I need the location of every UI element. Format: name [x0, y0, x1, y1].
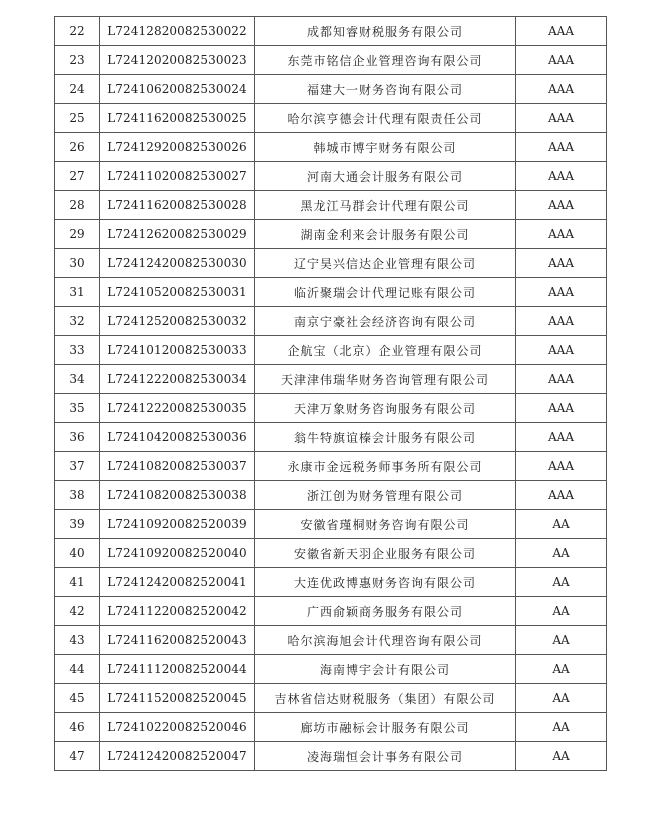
- registration-code: L72411120082520044: [100, 655, 255, 684]
- row-number: 24: [55, 75, 100, 104]
- table-row: [55, 423, 607, 452]
- registration-code: L72412520082530032: [100, 307, 255, 336]
- row-number: 35: [55, 394, 100, 423]
- row-number: 44: [55, 655, 100, 684]
- registration-code: L72411620082530025: [100, 104, 255, 133]
- registration-code: L72412420082520047: [100, 742, 255, 771]
- table-row: [55, 655, 607, 684]
- company-name: 吉林省信达财税服务（集团）有限公司: [255, 684, 516, 713]
- credit-grade: AAA: [516, 104, 607, 133]
- registration-code: L72412420082520041: [100, 568, 255, 597]
- table-row: [55, 191, 607, 220]
- credit-grade: AAA: [516, 336, 607, 365]
- registration-code: L72411220082520042: [100, 597, 255, 626]
- row-number: 27: [55, 162, 100, 191]
- company-name: 成都知睿财税服务有限公司: [255, 17, 516, 46]
- row-number: 37: [55, 452, 100, 481]
- company-name: 永康市金远税务师事务所有限公司: [255, 452, 516, 481]
- registration-code: L72412220082530034: [100, 365, 255, 394]
- company-name: 天津万象财务咨询服务有限公司: [255, 394, 516, 423]
- company-name: 哈尔滨亨德会计代理有限责任公司: [255, 104, 516, 133]
- registration-code: L72412920082530026: [100, 133, 255, 162]
- credit-grade: AA: [516, 597, 607, 626]
- credit-grade: AAA: [516, 75, 607, 104]
- row-number: 30: [55, 249, 100, 278]
- company-name: 韩城市博宇财务有限公司: [255, 133, 516, 162]
- table-row: [55, 46, 607, 75]
- registration-code: L72410620082530024: [100, 75, 255, 104]
- company-name: 廊坊市融标会计服务有限公司: [255, 713, 516, 742]
- row-number: 47: [55, 742, 100, 771]
- row-number: 45: [55, 684, 100, 713]
- company-name: 凌海瑞恒会计事务有限公司: [255, 742, 516, 771]
- registration-code: L72412420082530030: [100, 249, 255, 278]
- table-row: [55, 104, 607, 133]
- table-row: [55, 742, 607, 771]
- registration-code: L72410420082530036: [100, 423, 255, 452]
- registration-code: L72411520082520045: [100, 684, 255, 713]
- row-number: 29: [55, 220, 100, 249]
- registration-code: L72410520082530031: [100, 278, 255, 307]
- row-number: 25: [55, 104, 100, 133]
- company-name: 安徽省瑾桐财务咨询有限公司: [255, 510, 516, 539]
- credit-grade: AAA: [516, 191, 607, 220]
- row-number: 41: [55, 568, 100, 597]
- table-row: [55, 220, 607, 249]
- credit-grade: AAA: [516, 249, 607, 278]
- registration-code: L72410220082520046: [100, 713, 255, 742]
- table-row: [55, 684, 607, 713]
- company-name: 大连优政博惠财务咨询有限公司: [255, 568, 516, 597]
- credit-grade: AA: [516, 713, 607, 742]
- row-number: 32: [55, 307, 100, 336]
- row-number: 26: [55, 133, 100, 162]
- table-row: [55, 17, 607, 46]
- credit-grade: AAA: [516, 423, 607, 452]
- row-number: 23: [55, 46, 100, 75]
- table-row: [55, 452, 607, 481]
- table-row: [55, 510, 607, 539]
- company-name: 翁牛特旗谊榛会计服务有限公司: [255, 423, 516, 452]
- table-row: [55, 394, 607, 423]
- registration-code: L72412820082530022: [100, 17, 255, 46]
- credit-grade: AAA: [516, 365, 607, 394]
- row-number: 28: [55, 191, 100, 220]
- row-number: 46: [55, 713, 100, 742]
- row-number: 40: [55, 539, 100, 568]
- credit-grade: AA: [516, 742, 607, 771]
- table-row: [55, 626, 607, 655]
- row-number: 39: [55, 510, 100, 539]
- registration-code: L72410820082530037: [100, 452, 255, 481]
- row-number: 42: [55, 597, 100, 626]
- company-name: 海南博宇会计有限公司: [255, 655, 516, 684]
- table-row: [55, 597, 607, 626]
- company-name: 辽宁昊兴信达企业管理有限公司: [255, 249, 516, 278]
- company-name: 安徽省新天羽企业服务有限公司: [255, 539, 516, 568]
- company-name: 湖南金利来会计服务有限公司: [255, 220, 516, 249]
- row-number: 31: [55, 278, 100, 307]
- registration-code: L72412620082530029: [100, 220, 255, 249]
- table-row: [55, 307, 607, 336]
- credit-grade: AA: [516, 626, 607, 655]
- row-number: 22: [55, 17, 100, 46]
- company-name: 企航宝（北京）企业管理有限公司: [255, 336, 516, 365]
- table-row: [55, 713, 607, 742]
- company-name: 福建大一财务咨询有限公司: [255, 75, 516, 104]
- credit-grade: AAA: [516, 162, 607, 191]
- company-name: 天津津伟瑞华财务咨询管理有限公司: [255, 365, 516, 394]
- table-row: [55, 162, 607, 191]
- credit-grade: AA: [516, 539, 607, 568]
- company-name: 黑龙江马群会计代理有限公司: [255, 191, 516, 220]
- registration-code: L72412020082530023: [100, 46, 255, 75]
- registration-code: L72410920082520040: [100, 539, 255, 568]
- row-number: 38: [55, 481, 100, 510]
- registration-code: L72411620082520043: [100, 626, 255, 655]
- registration-code: L72410820082530038: [100, 481, 255, 510]
- credit-grade: AA: [516, 655, 607, 684]
- row-number: 43: [55, 626, 100, 655]
- credit-grade: AAA: [516, 307, 607, 336]
- company-name: 浙江创为财务管理有限公司: [255, 481, 516, 510]
- company-name: 东莞市铭信企业管理咨询有限公司: [255, 46, 516, 75]
- table-row: [55, 133, 607, 162]
- credit-grade: AAA: [516, 481, 607, 510]
- table-row: [55, 539, 607, 568]
- company-name: 哈尔滨海旭会计代理咨询有限公司: [255, 626, 516, 655]
- row-number: 33: [55, 336, 100, 365]
- table-row: [55, 336, 607, 365]
- credit-grade: AA: [516, 510, 607, 539]
- table-row: [55, 481, 607, 510]
- table-row: [55, 568, 607, 597]
- registration-code: L72412220082530035: [100, 394, 255, 423]
- row-number: 34: [55, 365, 100, 394]
- credit-grade: AAA: [516, 46, 607, 75]
- company-name: 南京宁豪社会经济咨询有限公司: [255, 307, 516, 336]
- table-body: [55, 17, 607, 771]
- credit-grade: AA: [516, 684, 607, 713]
- credit-grade: AAA: [516, 452, 607, 481]
- credit-grade: AA: [516, 568, 607, 597]
- agency-rating-table: [54, 16, 607, 771]
- company-name: 广西俞颖商务服务有限公司: [255, 597, 516, 626]
- credit-grade: AAA: [516, 220, 607, 249]
- row-number: 36: [55, 423, 100, 452]
- table-row: [55, 75, 607, 104]
- credit-grade: AAA: [516, 278, 607, 307]
- registration-code: L72410920082520039: [100, 510, 255, 539]
- credit-grade: AAA: [516, 394, 607, 423]
- credit-grade: AAA: [516, 17, 607, 46]
- registration-code: L72411020082530027: [100, 162, 255, 191]
- table-row: [55, 249, 607, 278]
- registration-code: L72410120082530033: [100, 336, 255, 365]
- credit-grade: AAA: [516, 133, 607, 162]
- table-row: [55, 365, 607, 394]
- table-row: [55, 278, 607, 307]
- company-name: 河南大通会计服务有限公司: [255, 162, 516, 191]
- registration-code: L72411620082530028: [100, 191, 255, 220]
- company-name: 临沂聚瑞会计代理记账有限公司: [255, 278, 516, 307]
